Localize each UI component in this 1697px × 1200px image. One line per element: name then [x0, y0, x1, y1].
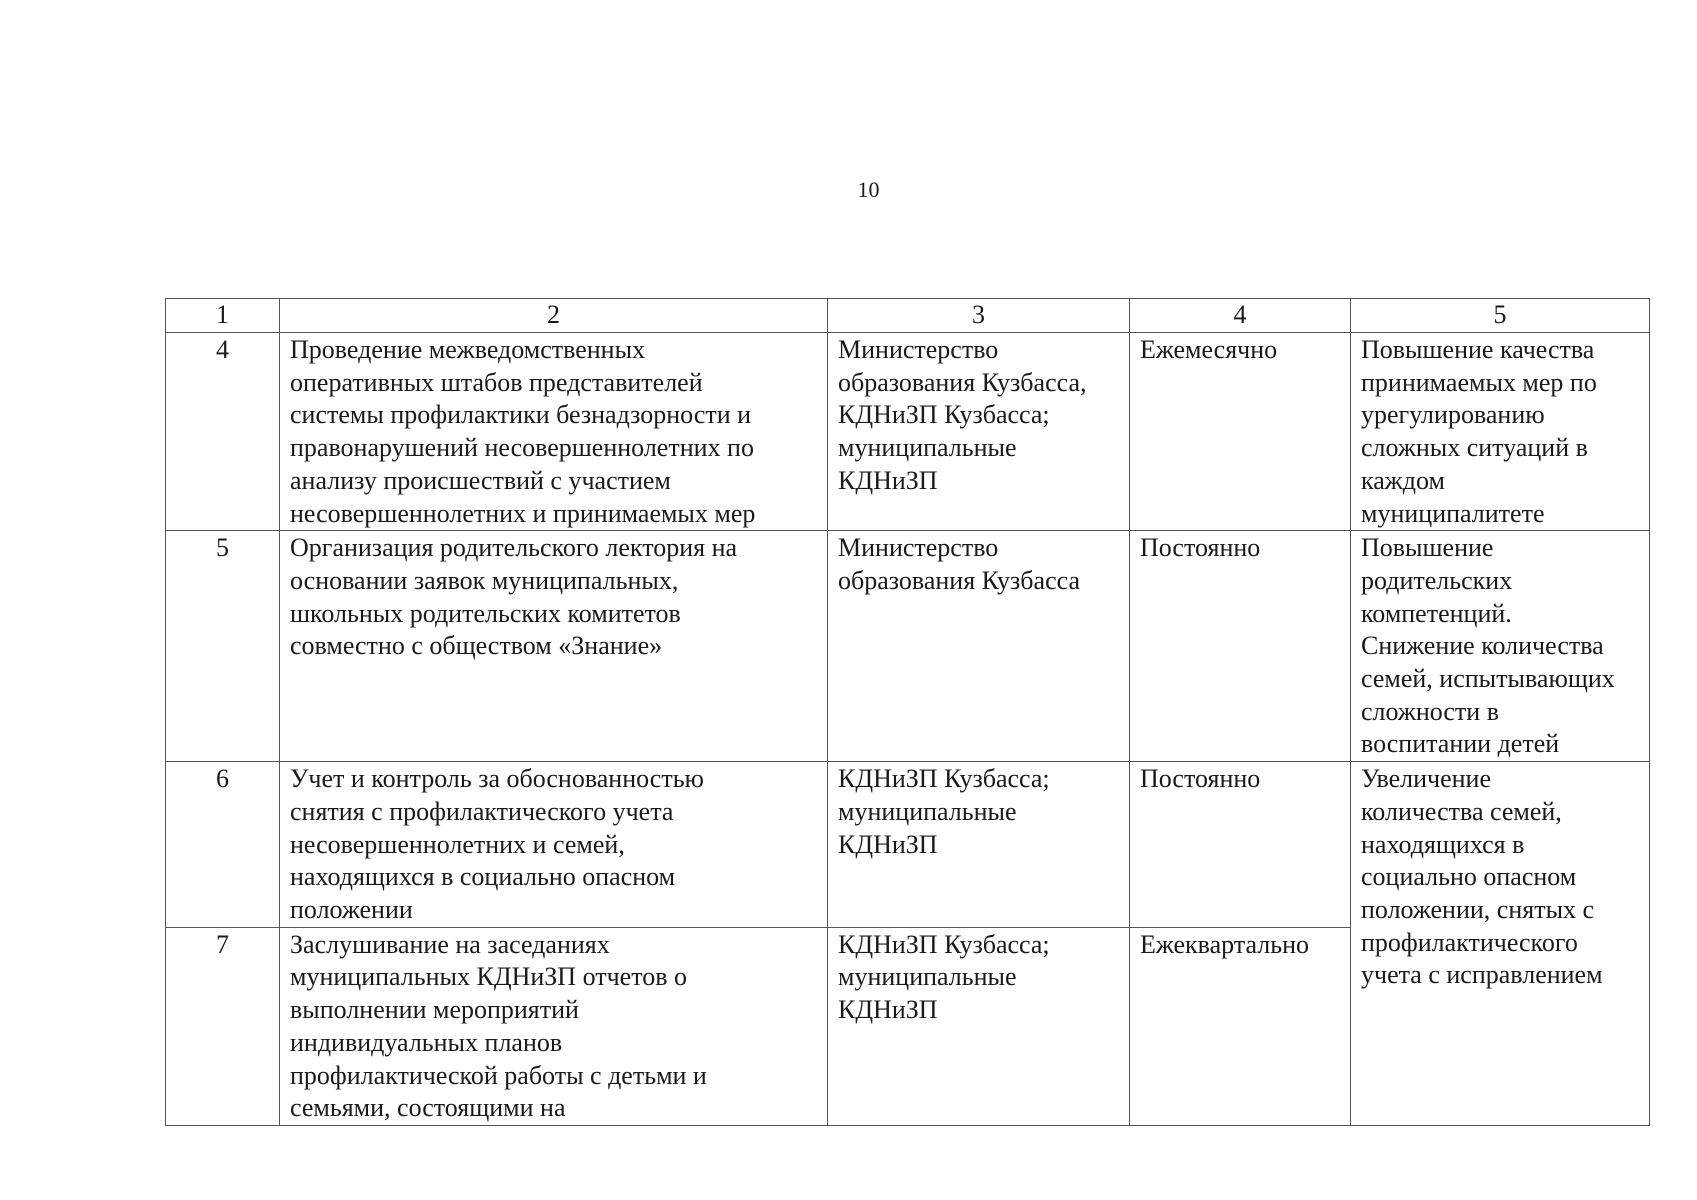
row-number: 4 [166, 333, 280, 531]
header-col-3: 3 [828, 299, 1130, 333]
header-col-4: 4 [1130, 299, 1351, 333]
event-cell: Организация родительского лектория на основании заявок муниципальных, школьных родительских комитетов совместно с обществом «Знание» [280, 531, 828, 762]
period-cell: Постоянно [1130, 531, 1351, 762]
table-row [166, 762, 1650, 928]
header-col-1: 1 [166, 299, 280, 333]
period-cell: Ежеквартально [1130, 927, 1351, 1125]
table-row [166, 531, 1650, 762]
period-cell: Постоянно [1130, 762, 1351, 928]
header-col-2: 2 [280, 299, 828, 333]
row-number: 6 [166, 762, 280, 928]
responsible-cell: КДНиЗП Кузбасса; муниципальные КДНиЗП [828, 927, 1130, 1125]
result-cell: Увеличение количества семей, находящихся в социально опасном положении, снятых с профилактического учета с исправлением [1351, 762, 1650, 1126]
table-row [166, 333, 1650, 531]
result-cell: Повышение родительских компетенций. Снижение количества семей, испытывающих сложности в воспитании детей [1351, 531, 1650, 762]
row-number: 5 [166, 531, 280, 762]
period-cell: Ежемесячно [1130, 333, 1351, 531]
header-col-5: 5 [1351, 299, 1650, 333]
result-cell: Повышение качества принимаемых мер по урегулированию сложных ситуаций в каждом муниципалитете [1351, 333, 1650, 531]
responsible-cell: КДНиЗП Кузбасса; муниципальные КДНиЗП [828, 762, 1130, 928]
responsible-cell: Министерство образования Кузбасса, КДНиЗП Кузбасса; муниципальные КДНиЗП [828, 333, 1130, 531]
event-cell: Заслушивание на заседаниях муниципальных КДНиЗП отчетов о выполнении мероприятий индивидуальных планов профилактической работы с детьми и семьями, состоящими на [280, 927, 828, 1125]
measures-table [165, 298, 1650, 1126]
event-cell: Проведение межведомственных оперативных штабов представителей системы профилактики безнадзорности и правонарушений несовершеннолетних по анализу происшествий с участием несовершеннолетних и принимаемых мер [280, 333, 828, 531]
event-cell: Учет и контроль за обоснованностью снятия с профилактического учета несовершеннолетних и семей, находящихся в социально опасном положении [280, 762, 828, 928]
page-number: 10 [857, 177, 880, 202]
responsible-cell: Министерство образования Кузбасса [828, 531, 1130, 762]
table-header-row [166, 299, 1650, 333]
row-number: 7 [166, 927, 280, 1125]
